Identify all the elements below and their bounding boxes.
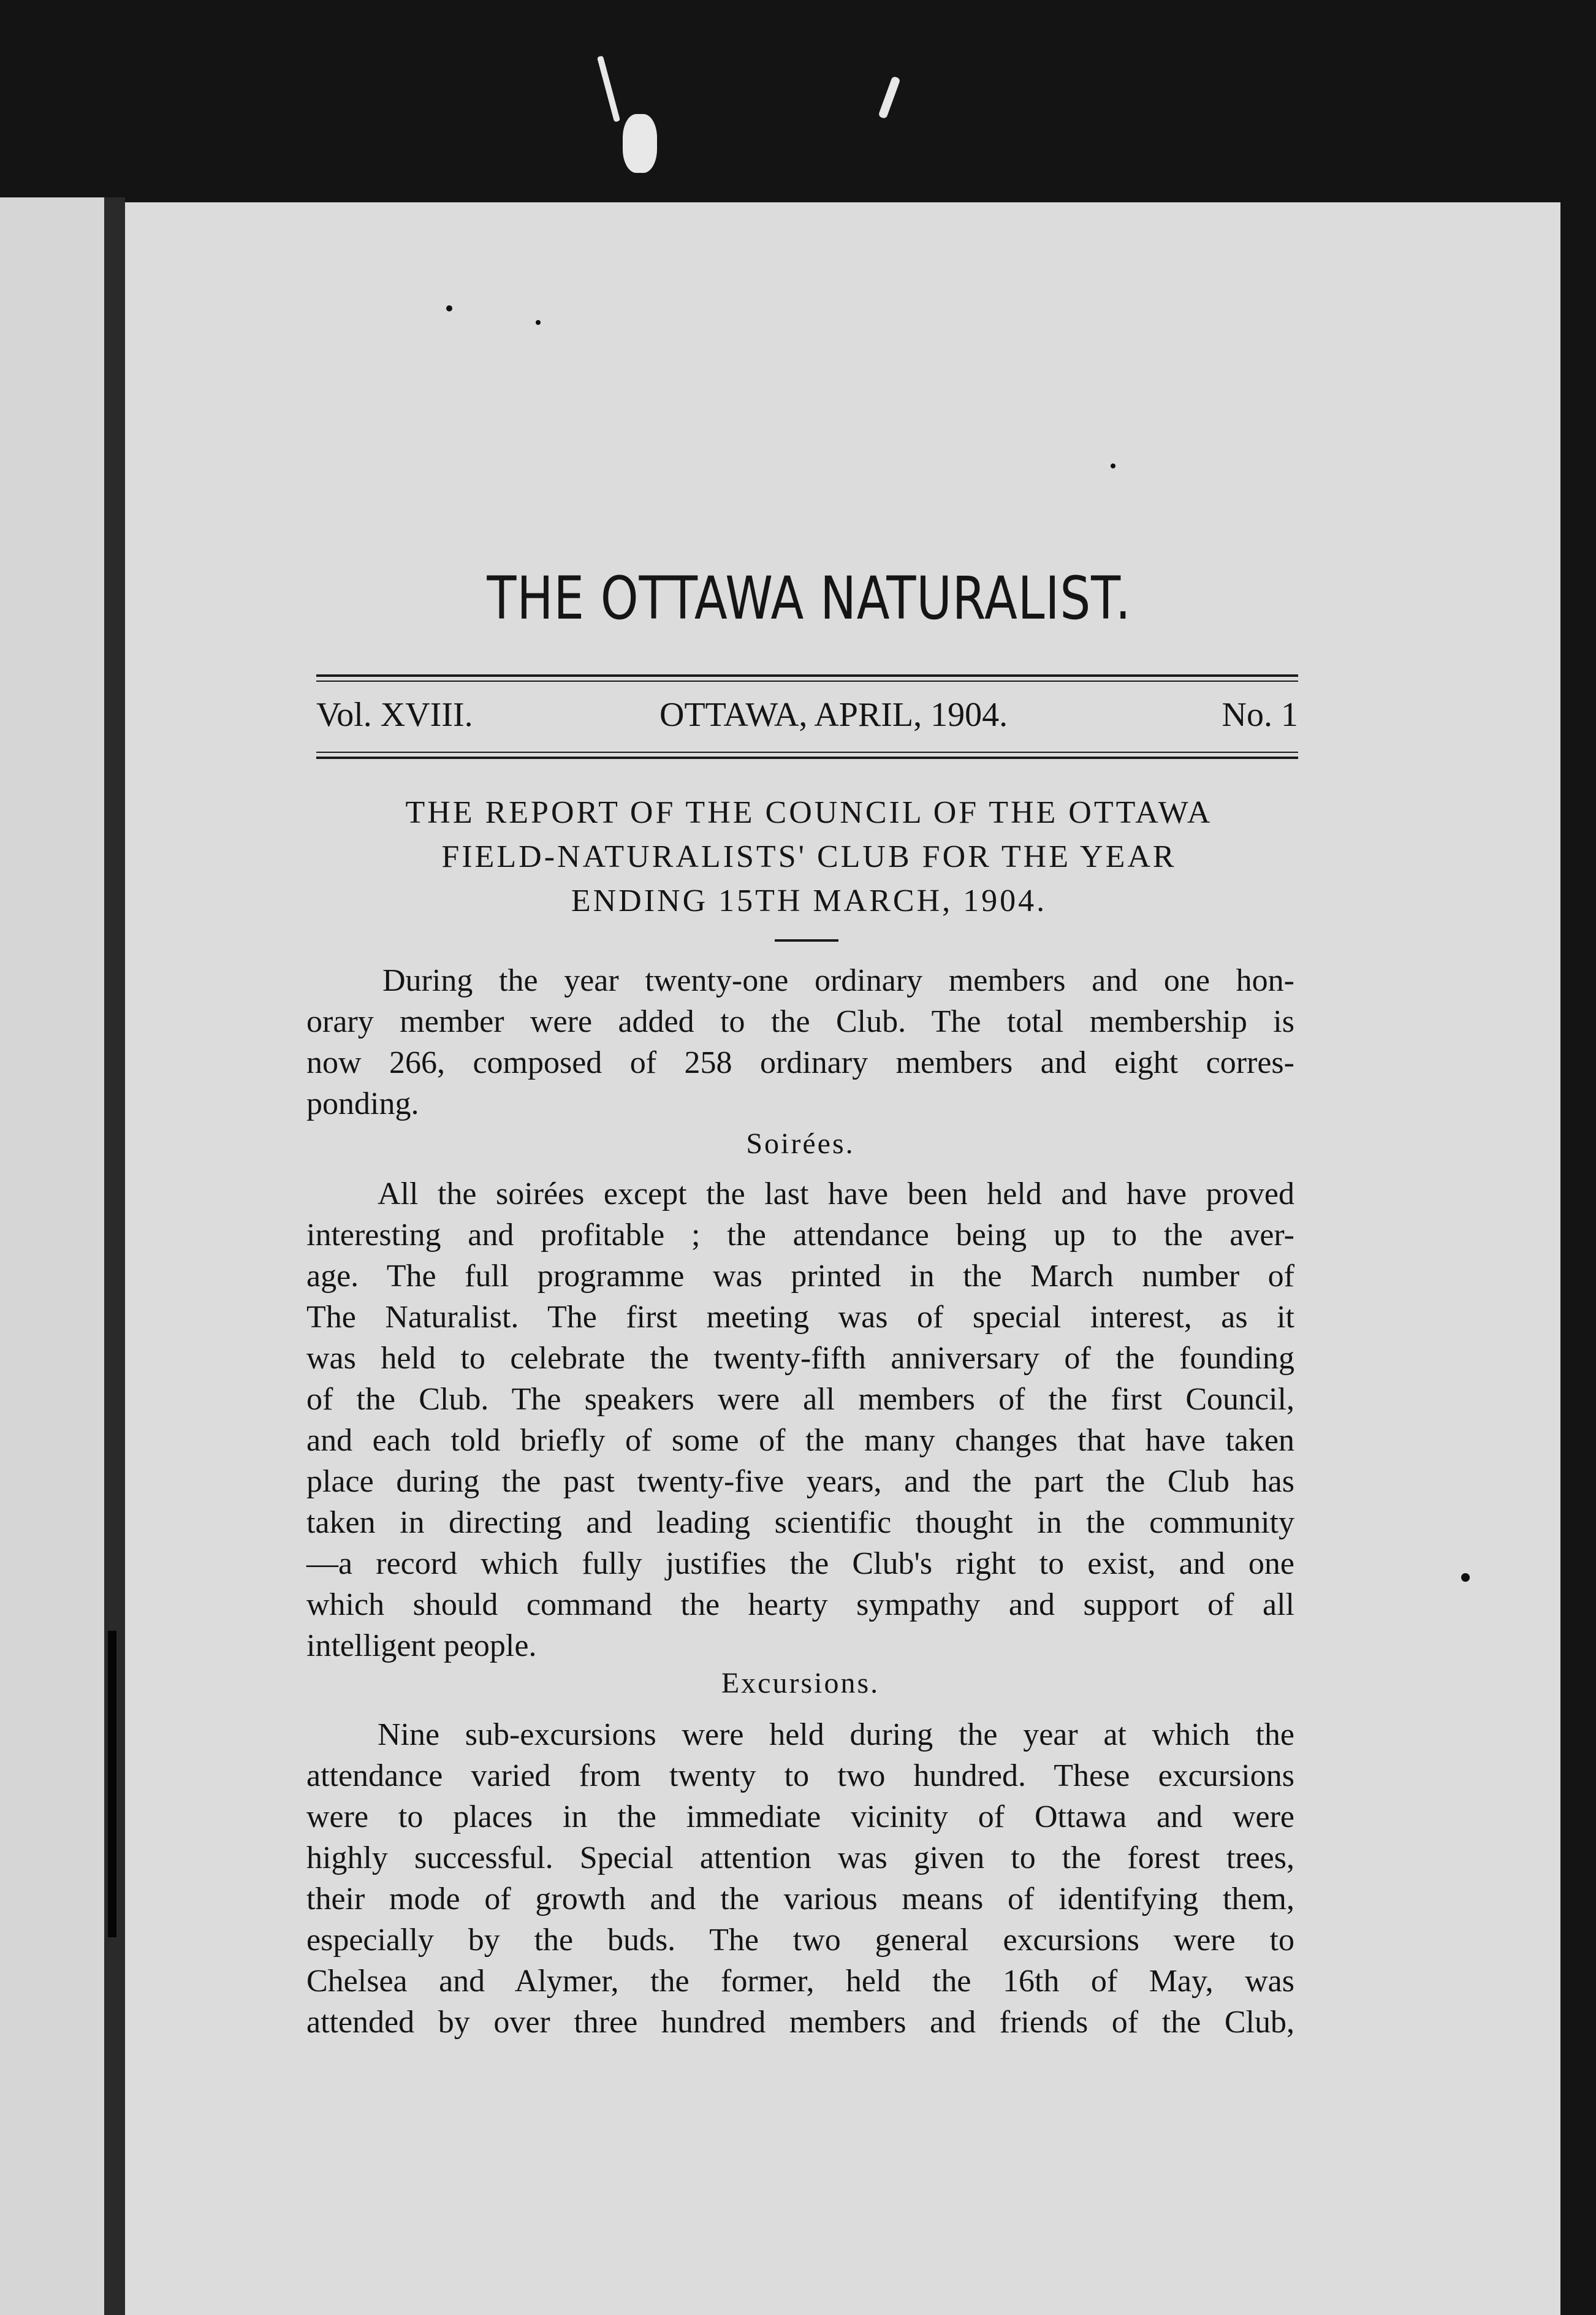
top-rule-thin xyxy=(316,681,1298,682)
text-line: attendance varied from twenty to two hundred. These excursions xyxy=(306,1758,1294,1793)
text-line: interesting and profitable ; the attendance being up to the aver- xyxy=(306,1218,1294,1253)
gutter-shadow xyxy=(104,197,125,2315)
text-line: place during the past twenty-five years, and the part the Club has xyxy=(306,1464,1294,1499)
text-line: attended by over three hundred members and friends of the Club, xyxy=(306,2005,1294,2040)
text-line: Nine sub-excursions were held during the year at which the xyxy=(378,1717,1294,1752)
title-divider xyxy=(775,939,838,942)
text-line: ponding. xyxy=(306,1086,419,1121)
report-title-line: THE REPORT OF THE COUNCIL OF THE OTTAWA xyxy=(405,795,1213,830)
text-line: their mode of growth and the various means of identifying them, xyxy=(306,1882,1294,1916)
spine-line xyxy=(108,1631,116,1937)
issue-number-label: No. 1 xyxy=(1222,696,1298,734)
top-rule-thick xyxy=(316,674,1298,677)
text-line: The Naturalist. The first meeting was of special interest, as it xyxy=(306,1300,1294,1335)
text-line: of the Club. The speakers were all members of the first Council, xyxy=(306,1382,1294,1417)
text-line: During the year twenty-one ordinary members and one hon- xyxy=(382,963,1294,998)
bottom-rule-thin xyxy=(316,752,1298,753)
text-line: taken in directing and leading scientific thought in the community xyxy=(306,1505,1294,1540)
text-line: age. The full programme was printed in the March number of xyxy=(306,1259,1294,1294)
text-line: All the soirées except the last have been held and have proved xyxy=(378,1177,1294,1211)
text-line: especially by the buds. The two general excursions were to xyxy=(306,1923,1294,1958)
dust-blot xyxy=(597,56,620,123)
text-line: was held to celebrate the twenty-fifth anniversary of the founding xyxy=(306,1341,1294,1376)
report-title xyxy=(288,791,1330,923)
text-line: and each told briefly of some of the many changes that have taken xyxy=(306,1423,1294,1458)
ink-speck xyxy=(536,320,541,325)
ink-speck xyxy=(1461,1573,1470,1582)
text-line: highly successful. Special attention was given to the forest trees, xyxy=(306,1840,1294,1875)
left-page-edge xyxy=(0,197,115,2315)
report-title-line: FIELD-NATURALISTS' CLUB FOR THE YEAR xyxy=(441,839,1177,874)
text-line: which should command the hearty sympathy and support of all xyxy=(306,1587,1294,1622)
bottom-rule-thick xyxy=(316,757,1298,759)
ink-speck xyxy=(446,305,452,311)
excursions-heading: Excursions. xyxy=(721,1667,880,1699)
text-line: intelligent people. xyxy=(306,1628,537,1663)
excursions-paragraph xyxy=(306,1714,1294,2043)
dust-blot xyxy=(623,114,657,173)
report-title-line: ENDING 15TH MARCH, 1904. xyxy=(571,883,1047,918)
volume-label: Vol. XVIII. xyxy=(316,696,473,734)
ink-speck xyxy=(1111,463,1115,468)
dust-blot xyxy=(878,76,900,120)
soirees-paragraph xyxy=(306,1173,1294,1666)
soirees-heading: Soirées. xyxy=(746,1127,855,1160)
membership-paragraph xyxy=(306,960,1294,1124)
text-line: now 266, composed of 258 ordinary members and eight corres- xyxy=(306,1045,1294,1080)
text-line: Chelsea and Alymer, the former, held the 16th of May, was xyxy=(306,1964,1294,1999)
text-line: —a record which fully justifies the Club's right to exist, and one xyxy=(306,1546,1294,1581)
text-line: orary member were added to the Club. The total membership is xyxy=(306,1004,1294,1039)
text-line: were to places in the immediate vicinity of Ottawa and were xyxy=(306,1799,1294,1834)
place-date-label: OTTAWA, APRIL, 1904. xyxy=(659,696,1008,734)
issue-line xyxy=(316,695,1298,738)
masthead-title: THE OTTAWA NATURALIST. xyxy=(487,564,1131,633)
